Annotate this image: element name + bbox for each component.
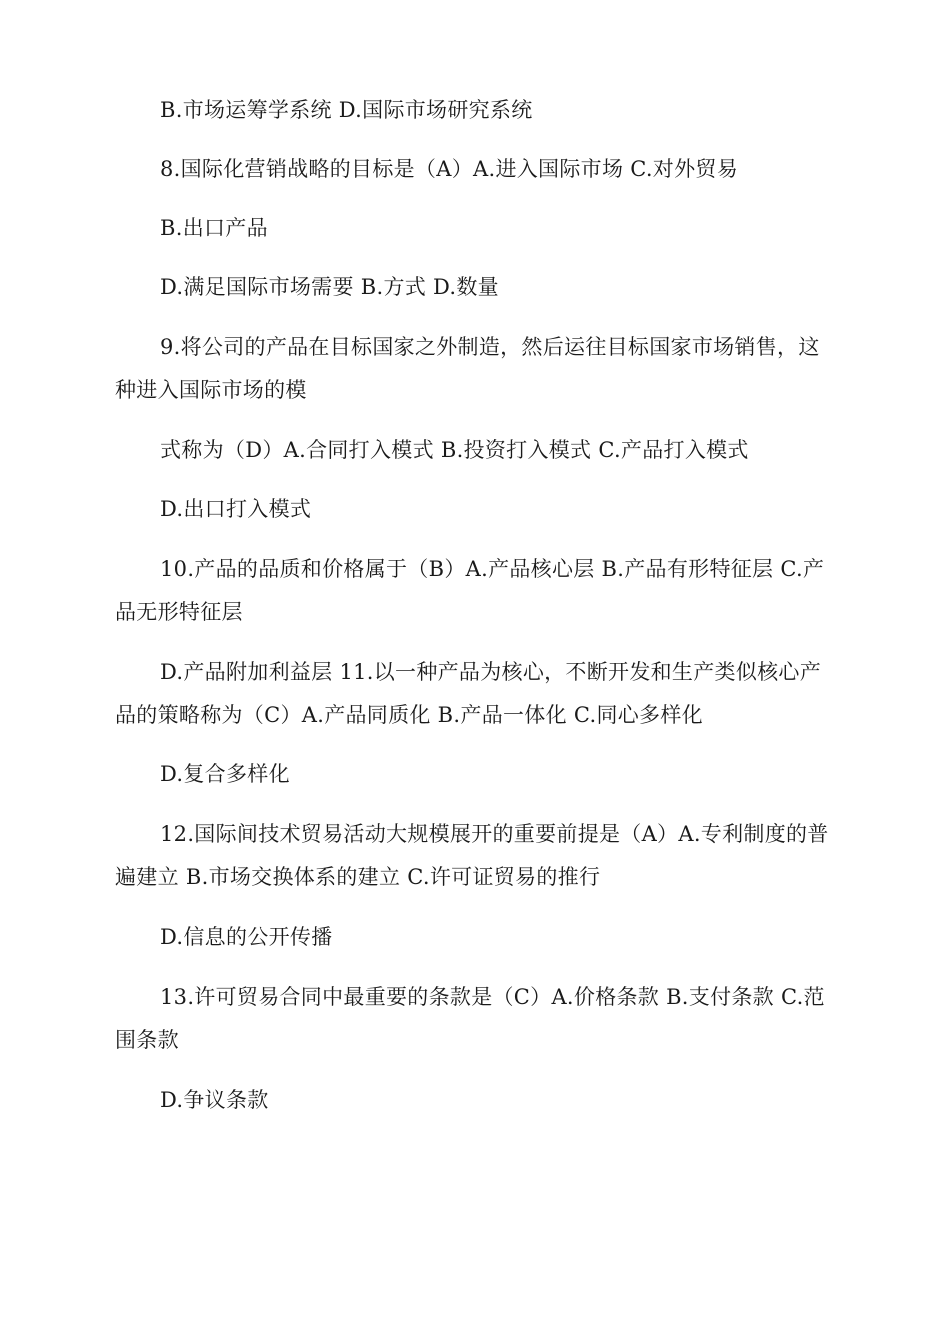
paragraph-question-13: 13.许可贸易合同中最重要的条款是（C）A.价格条款 B.支付条款 C.范围条款 <box>115 985 825 1052</box>
paragraph-4: D.满足国际市场需要 B.方式 D.数量 <box>160 275 499 299</box>
paragraph-6: 式称为（D）A.合同打入模式 B.投资打入模式 C.产品打入模式 <box>160 438 749 462</box>
paragraph-3: B.出口产品 <box>160 216 268 240</box>
paragraph-10: D.复合多样化 <box>160 762 290 786</box>
paragraph-14: D.争议条款 <box>160 1088 269 1112</box>
paragraph-1: B.市场运筹学系统 D.国际市场研究系统 <box>160 98 533 122</box>
paragraph-question-12: 12.国际间技术贸易活动大规模展开的重要前提是（A）A.专利制度的普遍建立 B.市场交换体系的建立 C.许可证贸易的推行 <box>115 822 829 889</box>
paragraph-question-8: 8.国际化营销战略的目标是（A）A.进入国际市场 C.对外贸易 <box>160 157 739 181</box>
paragraph-question-11: D.产品附加利益层 11.以一种产品为核心，不断开发和生产类似核心产品的策略称为（C）A.产品同质化 B.产品一体化 C.同心多样化 <box>115 660 822 727</box>
paragraph-12: D.信息的公开传播 <box>160 925 333 949</box>
paragraph-question-10: 10.产品的品质和价格属于（B）A.产品核心层 B.产品有形特征层 C.产品无形特征层 <box>115 557 825 624</box>
paragraph-7: D.出口打入模式 <box>160 497 312 521</box>
paragraph-question-9: 9.将公司的产品在目标国家之外制造，然后运往目标国家市场销售，这种进入国际市场的模 <box>115 335 820 402</box>
